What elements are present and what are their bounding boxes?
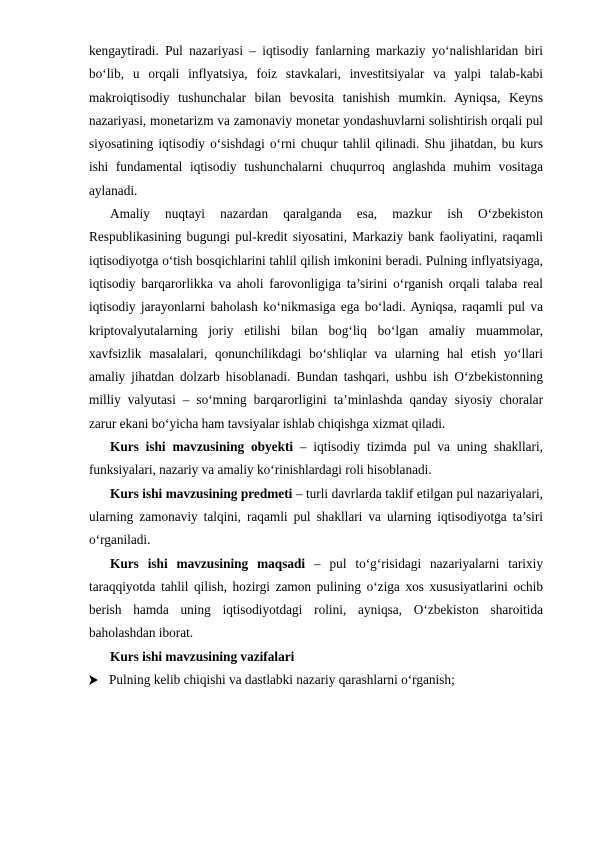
paragraph-intro-continuation: kengaytiradi. Pul nazariyasi – iqtisodiy fanlarning markaziy yo‘nalishlaridan biri bo‘lib, u orqali inflyatsiya, foiz stavkalari, investitsiyalar va yalpi talab-kabi makroiqtisodiy tushunchalar bilan bevosita tanishish mumkin. Ayniqsa, Keyns nazariyasi, monetarizm va zamonaviy monetar yondashuvlarni solishtirish orqali pul siyosatining iqtisodiy o‘sishdagi o‘rni chuqur tahlil qilinadi. Shu jihatdan, bu kurs ishi fundamental iqtisodiy tushunchalarni chuqurroq anglashda muhim vositaga aylanadi. <box>89 43 543 198</box>
goal-text: – pul to‘g‘risidagi nazariyalarni tarixiy taraqqiyotda tahlil qilish, hozirgi zamon pulining o‘ziga xos xususiyatlarini ochib berish hamda uning iqtisodiyotdagi rolini, ayniqsa, O‘zbekiston sharoitida baholashdan iborat. <box>89 555 543 641</box>
paragraph-object <box>89 435 543 482</box>
paragraph-practical-relevance: Amaliy nuqtayi nazardan qaralganda esa, mazkur ish O‘zbekiston Respublikasining bugungi pul-kredit siyosatini, Markaziy bank faoliyatini, raqamli iqtisodiyotga o‘tish bosqichlarini tahlil qilish imkonini beradi. Pulning inflyatsiyaga, iqtisodiy barqarorlikka va aholi farovonligiga ta’sirini o‘rganish orqali talaba real iqtisodiy jarayonlarni baholash ko‘nikmasiga ega bo‘ladi. Ayniqsa, raqamli pul va kriptovalyutalarning joriy etilishi bilan bog‘liq bo‘lgan amaliy muammolar, xavfsizlik masalalari, qonunchilikdagi bo‘shliqlar va ularning hal etish yo‘llari amaliy jihatdan dolzarb hisoblanadi. Bundan tashqari, ushbu ish O‘zbekistonning milliy valyutasi – so‘mning barqarorligini ta’minlashda qanday siyosiy choralar zarur ekani bo‘yicha ham tavsiyalar ishlab chiqishga xizmat qiladi. <box>89 206 543 431</box>
list-item <box>89 668 543 691</box>
object-label: Kurs ishi mavzusining obyekti <box>110 439 294 455</box>
tasks-heading: Kurs ishi mavzusining vazifalari <box>110 648 295 664</box>
subject-label: Kurs ishi mavzusining predmeti <box>110 485 293 501</box>
list-item-text: Pulning kelib chiqishi va dastlabki nazariy qarashlarni o‘rganish; <box>109 672 455 688</box>
arrowhead-bullet-icon <box>89 674 109 684</box>
subject-text: – turli davrlarda taklif etilgan pul nazariyalari, ularning zamonaviy talqini, raqamli pul shakllari va ularning iqtisodiyotga ta’siri o‘rganiladi. <box>89 485 543 548</box>
object-text: – iqtisodiy tizimda pul va uning shakllari, funksiyalari, nazariy va amaliy ko‘rinishlardagi roli hisoblanadi. <box>89 439 544 478</box>
goal-label: Kurs ishi mavzusining maqsadi <box>110 555 306 571</box>
document-page <box>89 39 543 691</box>
paragraph-goal <box>89 552 543 645</box>
paragraph-subject <box>89 482 543 552</box>
